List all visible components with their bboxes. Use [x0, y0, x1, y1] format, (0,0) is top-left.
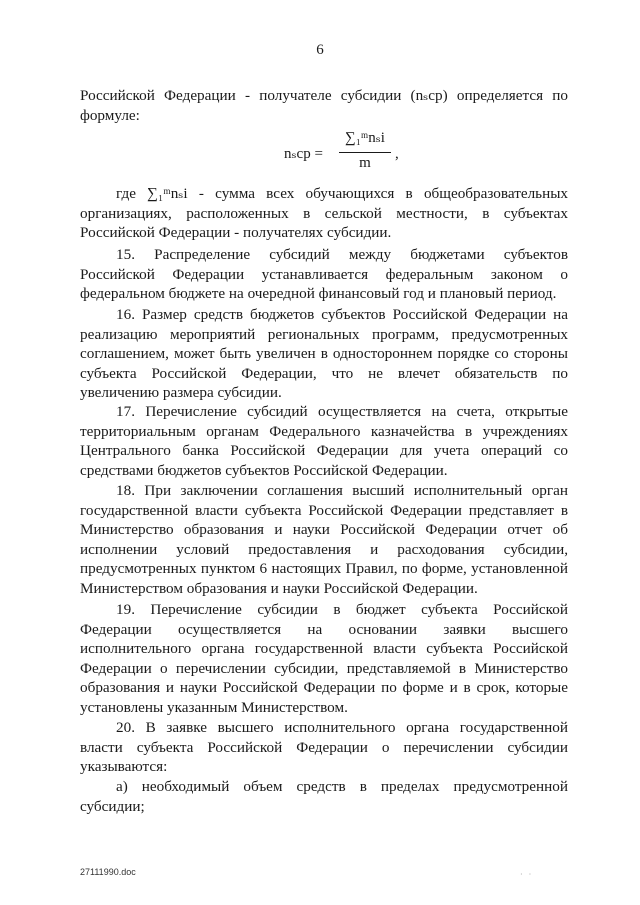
formula-fraction: [339, 130, 391, 171]
footer-filename: 27111990.doc: [80, 867, 136, 877]
formula-comma: ,: [395, 146, 399, 162]
paragraph-20: [80, 718, 568, 777]
paragraph-20a: [80, 777, 568, 816]
paragraph-where: [80, 184, 568, 243]
paragraph-15: [80, 245, 568, 304]
formula-denominator: m: [359, 155, 371, 171]
paragraph-intro: [80, 86, 568, 125]
where-text: где ∑₁ᵐnₛi - сумма всех обучающихся в общеобразовательных организациях, расположенных в сельской местности, в субъектах Российской Федерации - получателях субсидии.: [80, 185, 568, 242]
paragraph-17: [80, 402, 568, 480]
p17-text: 17. Перечисление субсидий осуществляется на счета, открытые территориальным органам Федерального казначейства в учреждениях Центрального банка Российской Федерации для учета операций со средствами бюджетов субъектов Российской Федерации.: [80, 403, 568, 479]
p19-text: 19. Перечисление субсидии в бюджет субъекта Российской Федерации осуществляется на основании заявки высшего исполнительного органа государственной власти субъекта Российской Федерации о перечислении субсидии, представляемой в Министерство образования и науки Российской Федерации по форме и в срок, которые установлены указанным Министерством.: [80, 601, 568, 716]
paragraph-16: [80, 305, 568, 403]
p20a-text: а) необходимый объем средств в пределах предусмотренной субсидии;: [80, 778, 568, 815]
intro-text: Российской Федерации - получателе субсидии (nₛcp) определяется по формуле:: [80, 87, 568, 124]
p20-text: 20. В заявке высшего исполнительного органа государственной власти субъекта Российской Федерации о перечислении субсидии указываются:: [80, 719, 568, 776]
page-number: 6: [316, 42, 324, 58]
p18-text: 18. При заключении соглашения высший исполнительный орган государственной власти субъекта Российской Федерации представляет в Министерство образования и науки Российской Федерации отчет об исполнении условий предоставления и расходования субсидии, предусмотренных пунктом 6 настоящих Правил, по форме, установленной Министерством образования и науки Российской Федерации.: [80, 482, 568, 597]
formula-lhs: nₛcp =: [284, 146, 323, 162]
p16-text: 16. Размер средств бюджетов субъектов Российской Федерации на реализацию мероприятий региональных программ, предусмотренных соглашением, может быть увеличен в одностороннем порядке со стороны субъекта Российской Федерации, что не влечет обязательств по увеличению размера субсидии.: [80, 306, 568, 402]
paragraph-18: [80, 481, 568, 599]
formula-numerator: ∑₁ᵐnₛi: [345, 130, 385, 146]
footer-mark: · ·: [520, 870, 534, 879]
paragraph-19: [80, 600, 568, 718]
fraction-bar: [339, 152, 391, 153]
p15-text: 15. Распределение субсидий между бюджетами субъектов Российской Федерации устанавливается федеральным законом о федеральном бюджете на очередной финансовый год и плановый период.: [80, 246, 568, 303]
